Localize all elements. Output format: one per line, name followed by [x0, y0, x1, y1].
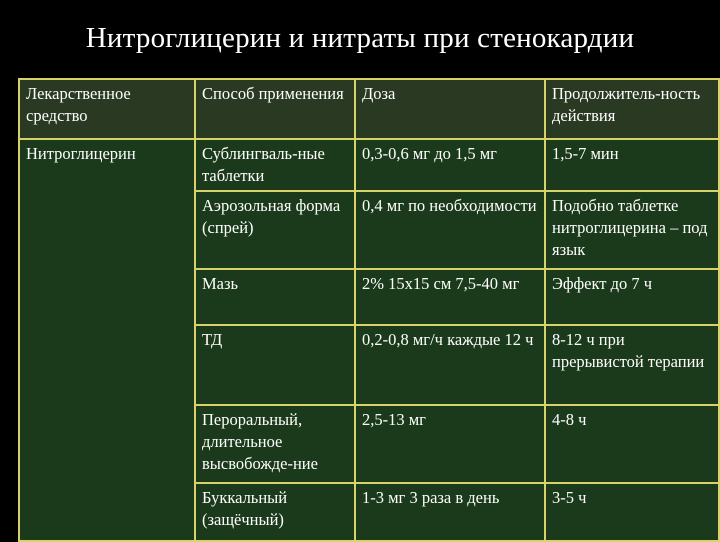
dose-cell: 0,4 мг по необходимости — [355, 191, 545, 269]
nitrate-table — [18, 78, 720, 542]
header-duration: Продолжитель-ность действия — [545, 79, 719, 139]
method-cell: Буккальный (защёчный) — [195, 483, 355, 541]
header-method: Способ применения — [195, 79, 355, 139]
page-title: Нитроглицерин и нитраты при стенокардии — [85, 22, 635, 54]
duration-cell: 3-5 ч — [545, 483, 719, 541]
dose-cell: 2,5-13 мг — [355, 405, 545, 483]
duration-cell: 8-12 ч при прерывистой терапии — [545, 325, 719, 405]
method-cell: Мазь — [195, 269, 355, 325]
dose-cell: 2% 15х15 см 7,5-40 мг — [355, 269, 545, 325]
dose-cell: 1-3 мг 3 раза в день — [355, 483, 545, 541]
duration-cell: 1,5-7 мин — [545, 139, 719, 191]
nitrate-table-container — [18, 78, 718, 540]
header-drug: Лекарственное средство — [19, 79, 195, 139]
duration-cell: 4-8 ч — [545, 405, 719, 483]
dose-cell: 0,2-0,8 мг/ч каждые 12 ч — [355, 325, 545, 405]
method-cell: Пероральный, длительное высвобожде-ние — [195, 405, 355, 483]
method-cell: Аэрозольная форма (спрей) — [195, 191, 355, 269]
table-row — [19, 139, 719, 191]
drug-cell: Нитроглицерин — [19, 139, 195, 541]
duration-cell: Подобно таблетке нитроглицерина – под язык — [545, 191, 719, 269]
dose-cell: 0,3-0,6 мг до 1,5 мг — [355, 139, 545, 191]
header-dose: Доза — [355, 79, 545, 139]
table-header-row — [19, 79, 719, 139]
duration-cell: Эффект до 7 ч — [545, 269, 719, 325]
method-cell: Сублингваль-ные таблетки — [195, 139, 355, 191]
method-cell: ТД — [195, 325, 355, 405]
